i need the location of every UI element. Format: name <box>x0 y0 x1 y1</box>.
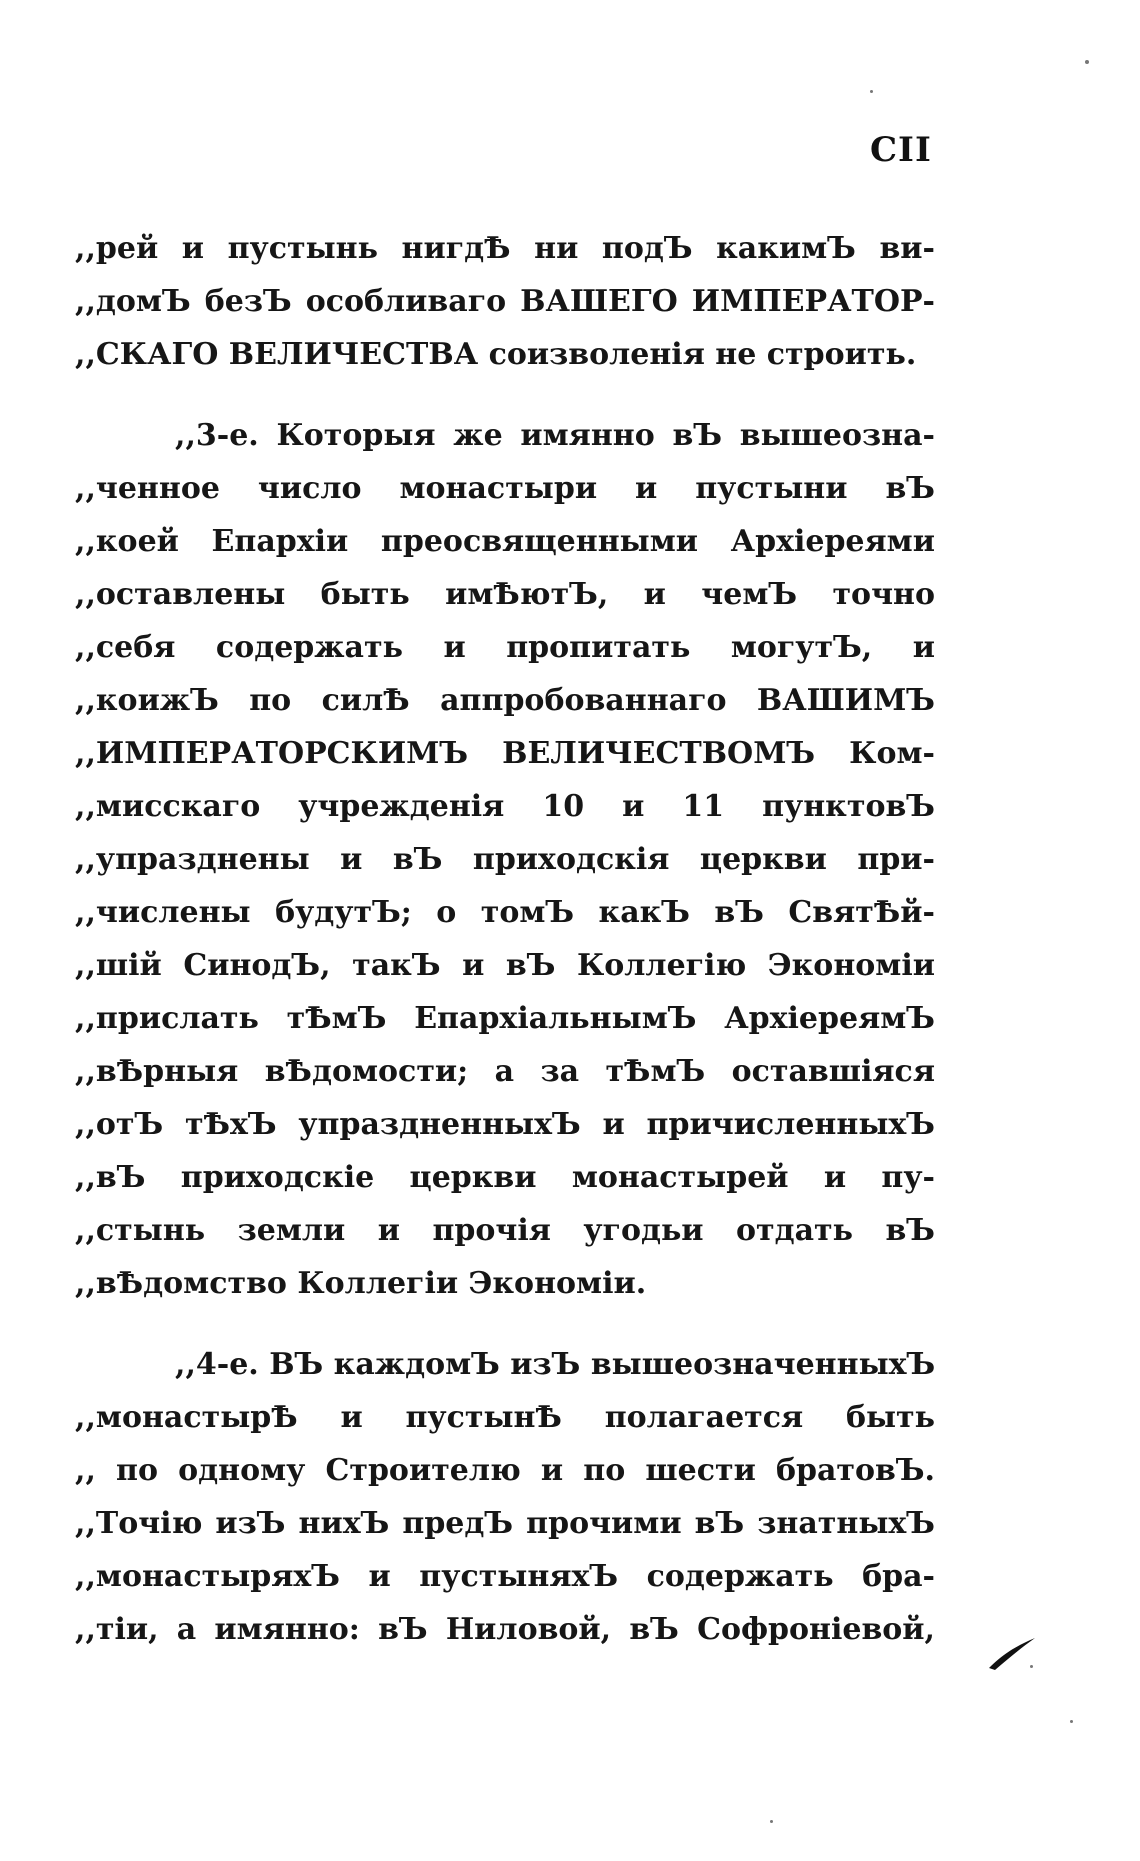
text-line: ,,стынь земли и прочія угодьи отдать вЪ <box>75 1213 935 1248</box>
text-line: ,,СКАГО ВЕЛИЧЕСТВА соизволенія не строить. <box>75 337 917 372</box>
text-line: ,,монастырѢ и пустынѢ полагается быть <box>75 1400 935 1435</box>
text-line: ,,оставлены быть имѢютЪ, и чемЪ точно <box>75 577 935 612</box>
text-line: ,,прислать тѢмЪ ЕпархіальнымЪ АрхіереямЪ <box>75 1001 935 1036</box>
text-line: ,,мисскаго учрежденія 10 и 11 пунктовЪ <box>75 789 935 824</box>
scan-speck <box>1070 1720 1073 1723</box>
text-line: ,,вѢдомство Коллегіи Экономіи. <box>75 1266 647 1301</box>
text-line: ,,4-е. ВЪ каждомЪ изЪ вышеозначенныхЪ <box>175 1347 935 1382</box>
text-line: ,,ченное число монастыри и пустыни вЪ <box>75 471 935 506</box>
text-line: ,,ИМПЕРАТОРСКИМЪ ВЕЛИЧЕСТВОМЪ Ком- <box>75 736 935 771</box>
text-line: ,,коижЪ по силѢ аппробованнаго ВАШИМЪ <box>75 683 935 718</box>
text-line: ,,себя содержать и пропитать могутЪ, и <box>75 630 935 665</box>
body-text <box>75 222 935 1656</box>
scan-speck <box>1085 60 1089 64</box>
text-line: ,,шій СинодЪ, такЪ и вЪ Коллегію Экономіи <box>75 948 935 983</box>
text-line: ,,коей Епархіи преосвященными Архіереями <box>75 524 935 559</box>
text-line: ,,отЪ тѢхЪ упраздненныхЪ и причисленныхЪ <box>75 1107 935 1142</box>
text-line: ,,тіи, а имянно: вЪ Ниловой, вЪ Софроніевой, <box>75 1612 935 1647</box>
text-line: ,,Точію изЪ нихЪ предЪ прочими вЪ знатныхЪ <box>75 1506 935 1541</box>
text-line: ,,вЪ приходскіе церкви монастырей и пу- <box>75 1160 935 1195</box>
paragraph-gap <box>75 381 935 409</box>
page-number: CII <box>870 130 932 170</box>
scan-speck <box>770 1820 773 1823</box>
scan-speck <box>1030 1665 1033 1668</box>
text-line: ,,рей и пустынь нигдѢ ни подЪ какимЪ ви- <box>75 231 935 266</box>
text-line: ,,вѢрныя вѢдомости; а за тѢмЪ оставшіяся <box>75 1054 935 1089</box>
text-line: ,,монастыряхЪ и пустыняхЪ содержать бра- <box>75 1559 935 1594</box>
paragraph-gap <box>75 1310 935 1338</box>
text-line: ,,упразднены и вЪ приходскія церкви при- <box>75 842 935 877</box>
text-line: ,,числены будутЪ; о томЪ какЪ вЪ СвятѢй- <box>75 895 935 930</box>
text-line: ,,домЪ безЪ особливаго ВАШЕГО ИМПЕРАТОР- <box>75 284 935 319</box>
scan-speck <box>870 90 873 93</box>
text-line: ,,3-е. Которыя же имянно вЪ вышеозна- <box>175 418 935 453</box>
text-line: ,, по одному Строителю и по шести братовЪ. <box>75 1453 935 1488</box>
